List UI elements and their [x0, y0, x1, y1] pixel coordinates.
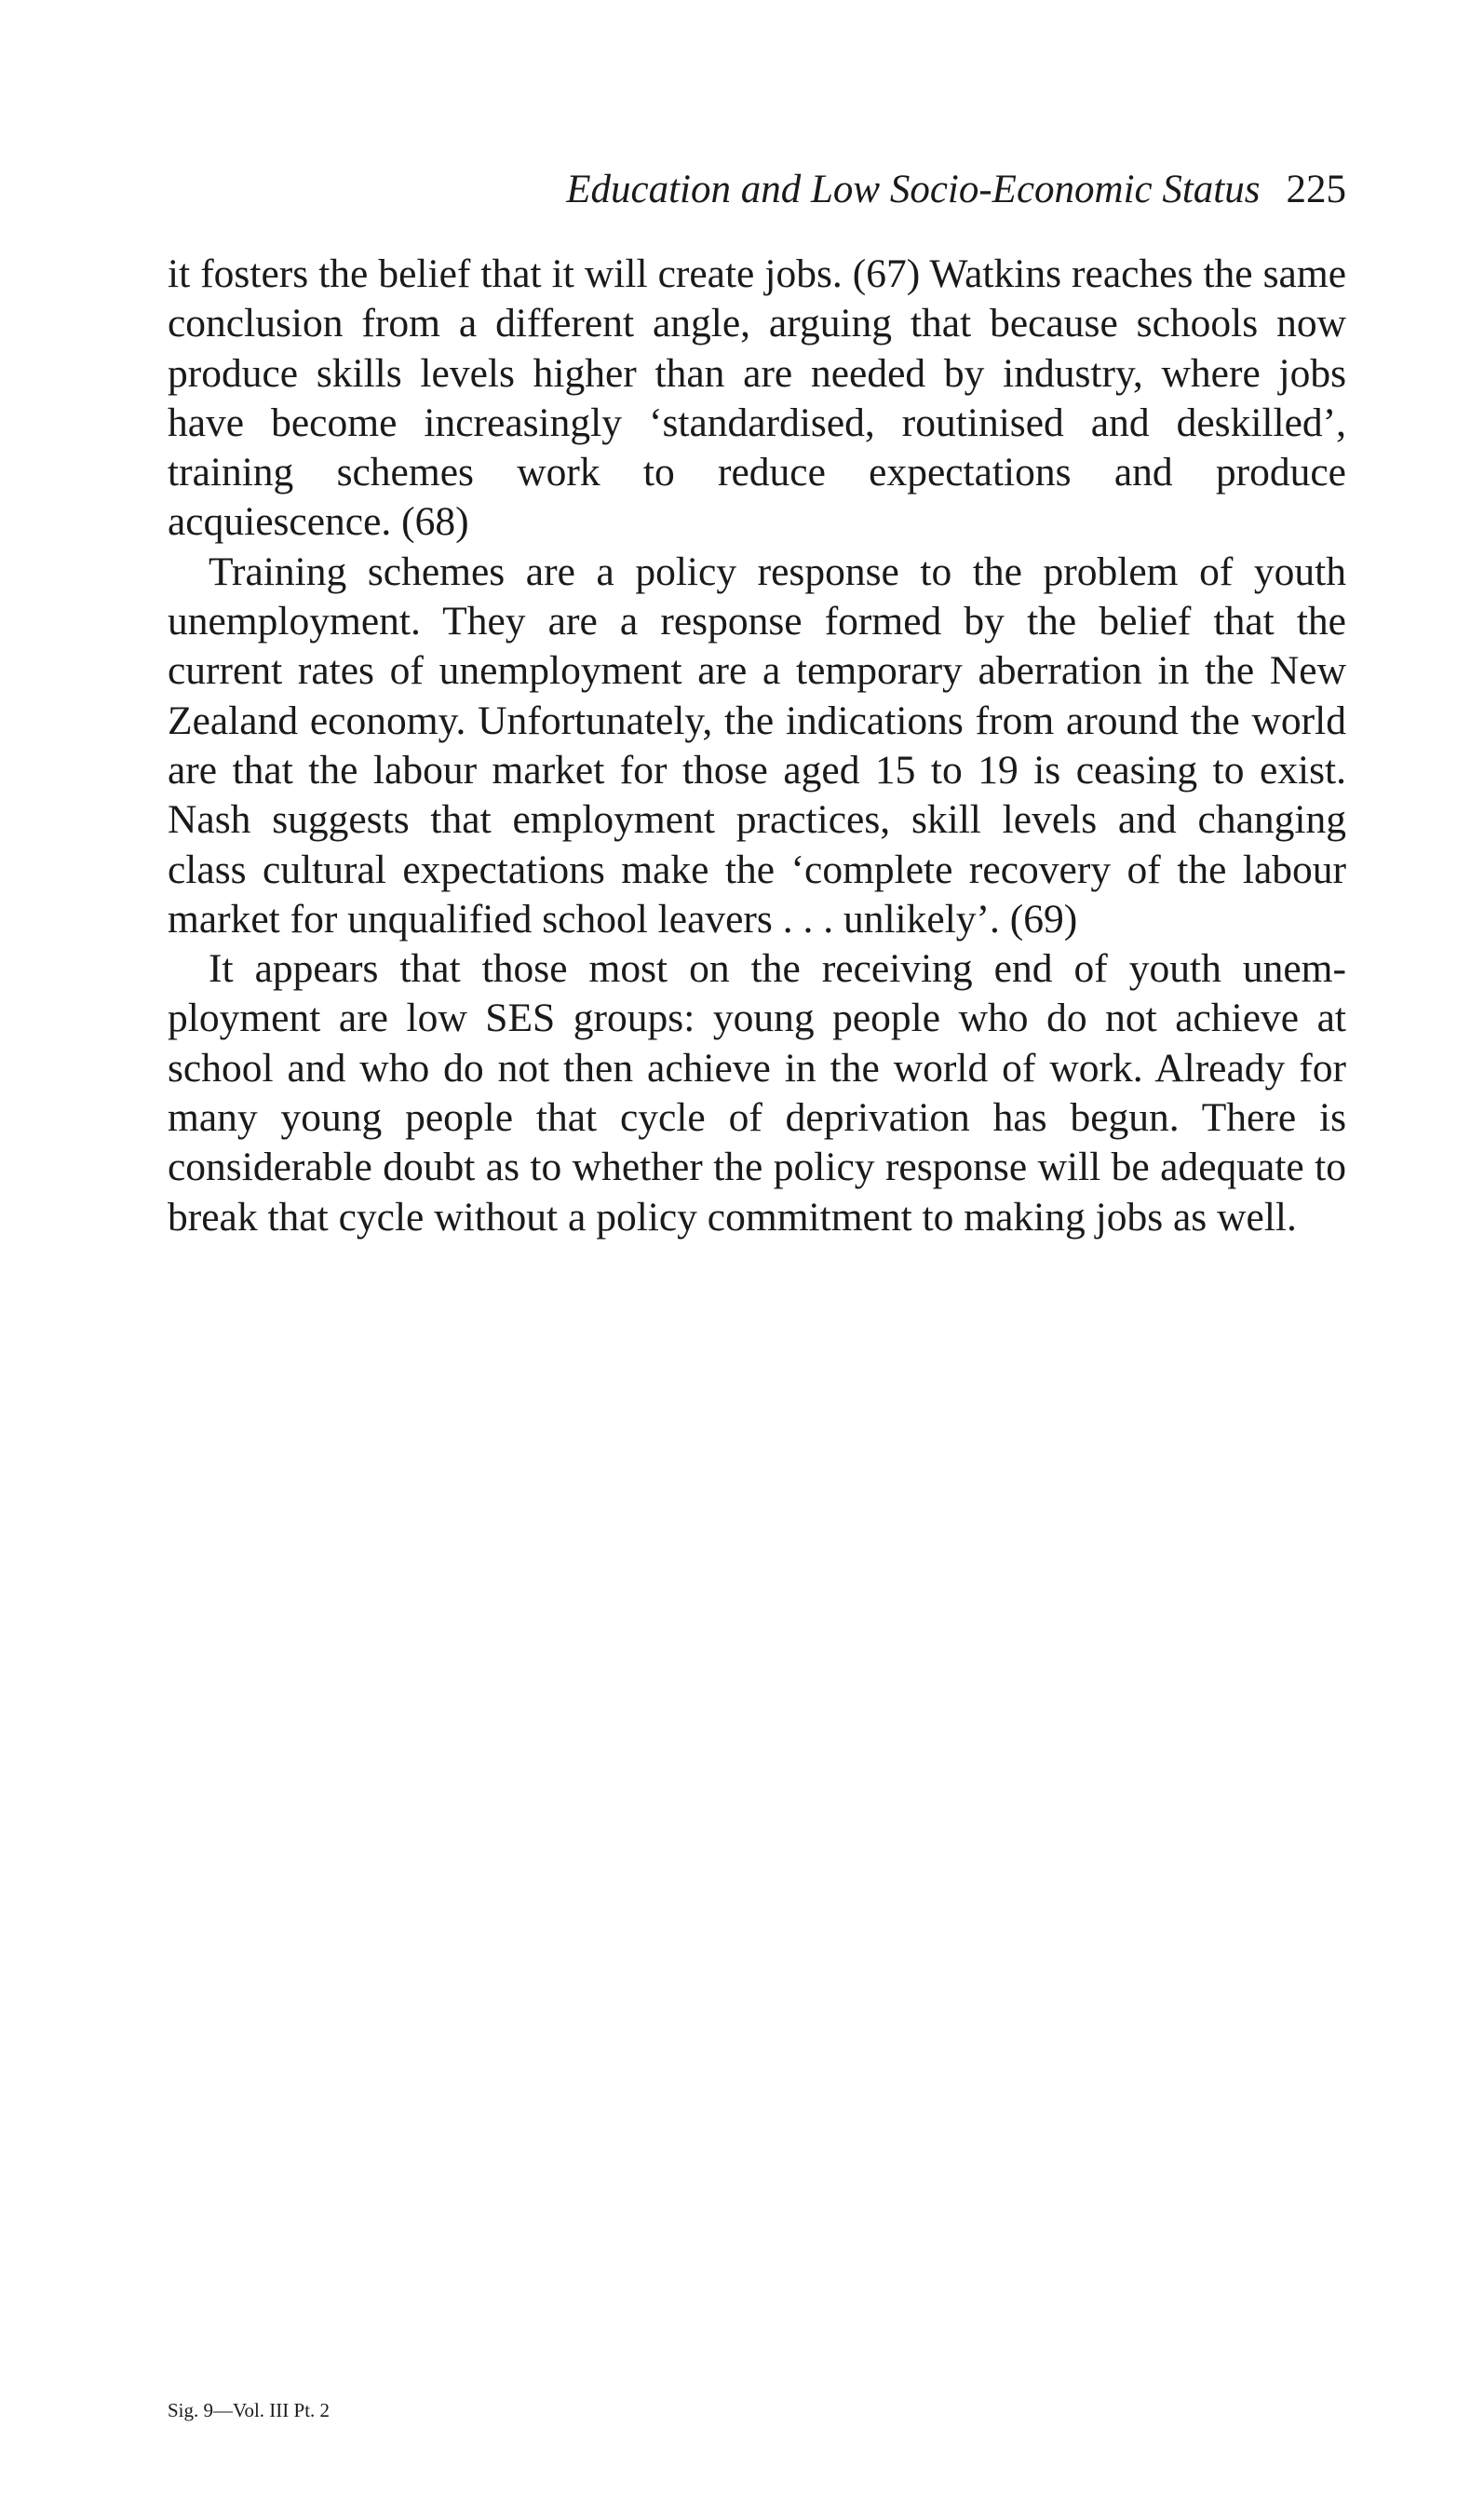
- page-number: 225: [1286, 168, 1346, 211]
- paragraph-training-schemes: Training schemes are a policy response to the problem of youth unemployment. They are a response formed by the belief that the current rates of unemployment are a temporary aberration in the New Zealand economy. Unfortunately, the indications from around the world are that the labour market for those aged 15 to 19 is ceasing to exist. Nash suggests that employment practices, skill levels and changing class cultural expectations make the ‘complete recovery of the labour market for unqualified school leavers . . . unlikely’. (69): [168, 549, 1346, 942]
- running-head: [168, 164, 1346, 216]
- paragraph-continued: it fosters the belief that it will create jobs. (67) Watkins reaches the same conclusion from a different angle, arguing that because schools now produce skills levels higher than are needed by industry, where jobs have become increasingly ‘standardised, routinised and deskilled’, training schemes work to reduce expectations and produce acquiescence. (68): [168, 251, 1346, 545]
- running-head-title: Education and Low Socio-Economic Status: [566, 168, 1261, 211]
- signature-mark: Sig. 9—Vol. III Pt. 2: [168, 2399, 331, 2421]
- body-text: [168, 250, 1346, 1242]
- paragraph-low-ses-groups: It appears that those most on the receiving end of youth unemployment are low SES groups: young people who do not achieve at school and who do not then achieve in the world of work. Already for many young people that cycle of deprivation has begun. There is considerable doubt as to whether the policy response will be adequate to break that cycle without a policy commitment to making jobs as well.: [168, 946, 1346, 1240]
